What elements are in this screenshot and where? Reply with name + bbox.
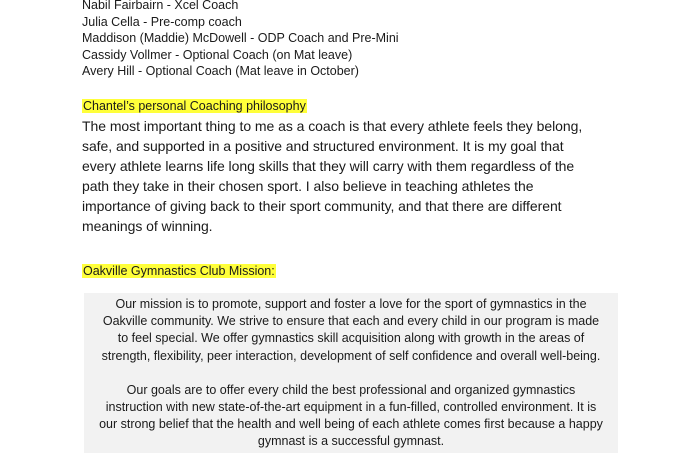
goals-line: our strong belief that the health and well being of each athlete comes first because a happy [99,417,603,432]
coach-list-item: Nabil Fairbairn - Xcel Coach [82,0,239,12]
coach-list [82,0,399,80]
coach-list-item: Cassidy Vollmer - Optional Coach (on Mat leave) [82,47,353,62]
goals-line: Our goals are to offer every child the best professional and organized gymnastics [126,382,576,397]
philosophy-heading-text: Chantel’s personal Coaching philosophy [83,99,306,113]
goals-line: gymnast is a successful gymnast. [257,434,445,449]
mission-box [84,293,618,453]
mission-line: Oakville community. We strive to ensure that each and every child in our program is made [102,314,600,329]
coach-list-item: Julia Cella - Pre-comp coach [82,14,242,29]
coach-list-item: Avery Hill - Optional Coach (Mat leave in October) [82,64,359,79]
philosophy-line: every athlete learns life long skills that they will carry with them regardless of the [82,158,575,174]
philosophy-line: importance of giving back to their sport community, and that there are different [82,198,562,214]
philosophy-line: The most important thing to me as a coach is that every athlete feels they belong, [82,118,583,134]
mission-heading [82,263,276,279]
mission-line: to feel special. We offer gymnastics skill acquisition along with growth in the areas of [117,331,585,346]
mission-line: Our mission is to promote, support and foster a love for the sport of gymnastics in the [115,297,587,311]
philosophy-heading [82,98,307,114]
mission-paragraph [84,293,618,365]
goals-line: instruction with new state-of-the-art equipment in a fun-filled, controlled environment. It is [105,400,597,415]
philosophy-line: meanings of winning. [82,218,213,234]
philosophy-body [82,116,622,236]
philosophy-line: safe, and supported in a positive and structured environment. It is my goal that [82,138,564,154]
philosophy-line: path they take in their chosen sport. I also believe in teaching athletes the [82,178,534,194]
mission-heading-text: Oakville Gymnastics Club Mission: [83,264,275,278]
coach-list-item: Maddison (Maddie) McDowell - ODP Coach and Pre-Mini [82,31,399,46]
mission-line: strength, flexibility, peer interaction, development of self confidence and overall well-being. [101,348,601,363]
goals-paragraph [84,365,618,451]
